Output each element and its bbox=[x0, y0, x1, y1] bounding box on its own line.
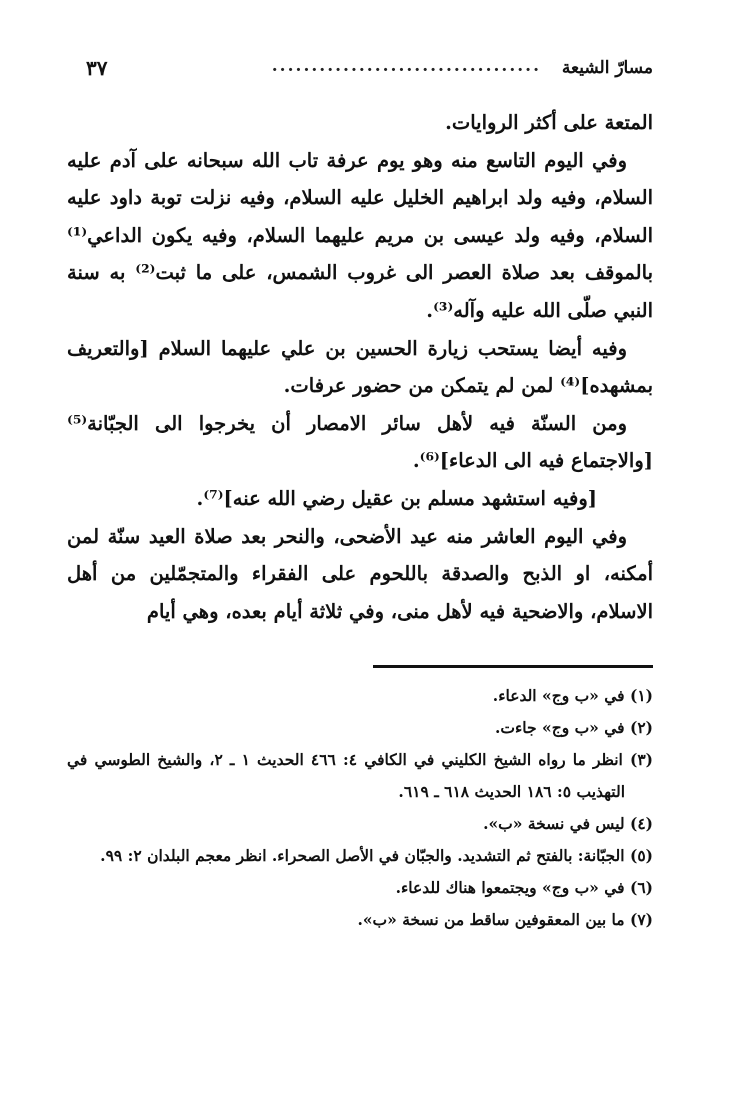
header-title: مسارّ الشيعة bbox=[561, 58, 653, 78]
footnote-6: (٦) في «ب وج» ويجتمعوا هناك للدعاء. bbox=[395, 878, 653, 897]
footnote-7: (٧) ما بين المعقوفين ساقط من نسخة «ب». bbox=[357, 910, 653, 929]
footnote-3: (٣) انظر ما رواه الشيخ الكليني في الكافي ٤: ٤٦٦ الحديث ١ ـ ٢، والشيخ الطوسي في التهذيب ٥: ١٨٦ الحديث ٦١٨ ـ ٦١٩. bbox=[67, 750, 653, 801]
paragraph-1: المتعة على أكثر الروايات. bbox=[445, 111, 653, 134]
footnote-divider bbox=[373, 665, 653, 668]
paragraph-2: وفي اليوم التاسع منه وهو يوم عرفة تاب الله سبحانه على آدم عليه السلام، وفيه ولد ابراهيم الخليل عليه السلام، وفيه نزلت توبة داود عليه السلام، وفيه ولد عيسى بن مريم عليهما السلام، وفيه يكون الداعي⁽¹⁾ بالموقف بعد صلاة العصر الى غروب الشمس، على ما ثبت⁽²⁾ به سنة النبي صلّى الله عليه وآله⁽³⁾. bbox=[67, 148, 653, 322]
running-header bbox=[86, 52, 653, 88]
paragraph-3: وفيه أيضا يستحب زيارة الحسين بن علي عليهما السلام [والتعريف بمشهده]⁽⁴⁾ لمن لم يتمكن من حضور عرفات. bbox=[67, 336, 653, 398]
main-text bbox=[67, 104, 653, 630]
footnote-1: (١) في «ب وج» الدعاء. bbox=[492, 686, 653, 705]
footnote-5: (٥) الجبّانة: بالفتح ثم التشديد. والجبّان في الأصل الصحراء. انظر معجم البلدان ٢: ٩٩. bbox=[100, 846, 653, 865]
footnote-2: (٢) في «ب وج» جاءت. bbox=[495, 718, 653, 737]
paragraph-6: وفي اليوم العاشر منه عيد الأضحى، والنحر بعد صلاة العيد سنّة لمن أمكنه، او الذبح والصدقة باللحوم على الفقراء والمتجمّلين من أهل الاسلام، والاضحية فيه لأهل منى، وفي ثلاثة أيام بعده، وهي أيام bbox=[67, 524, 653, 623]
page-number: ٣٧ bbox=[86, 56, 108, 80]
footnote-4: (٤) ليس في نسخة «ب». bbox=[483, 814, 653, 833]
footnotes bbox=[67, 680, 653, 936]
header-dot-leader: .................................. bbox=[271, 56, 541, 76]
paragraph-5: [وفيه استشهد مسلم بن عقيل رضي الله عنه]⁽⁷⁾. bbox=[196, 486, 597, 510]
paragraph-4: ومن السنّة فيه لأهل سائر الامصار أن يخرجوا الى الجبّانة⁽⁵⁾ [والاجتماع فيه الى الدعاء]⁽⁶⁾. bbox=[67, 411, 653, 473]
